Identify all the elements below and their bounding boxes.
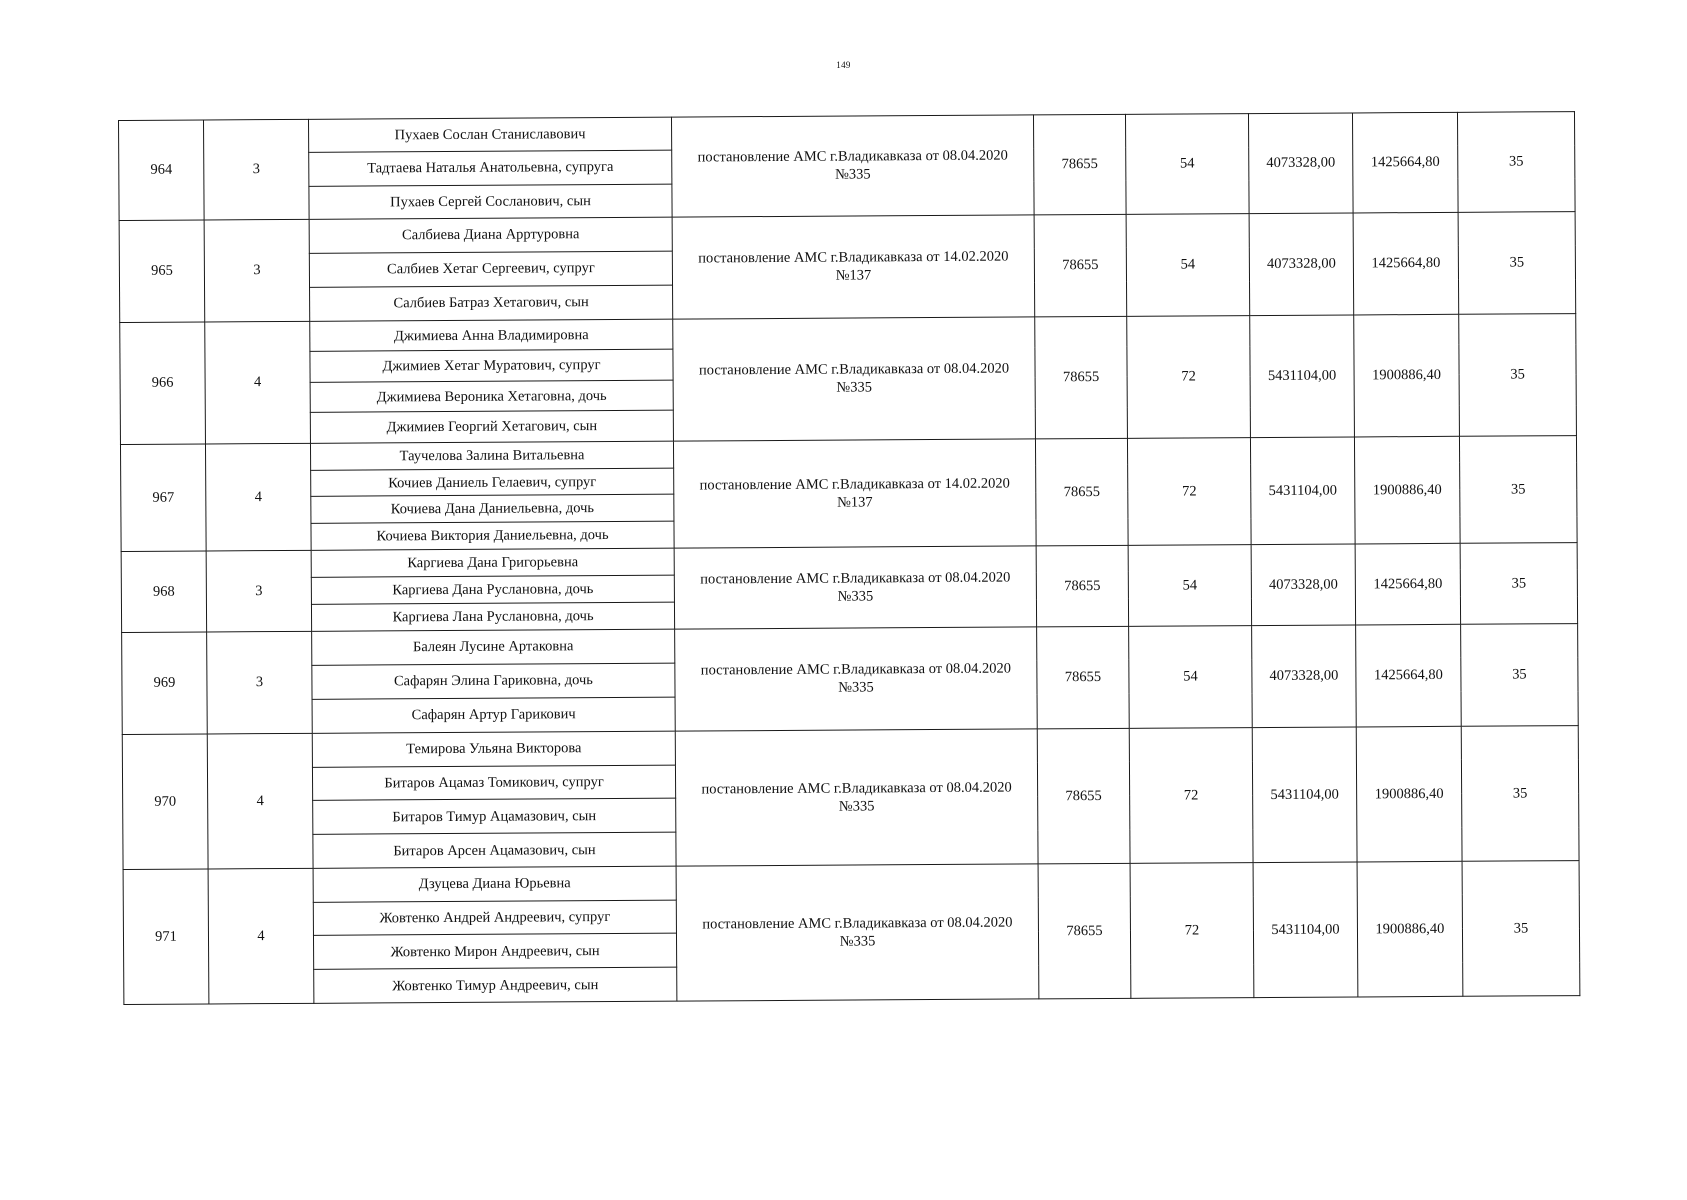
family-size: 3 <box>206 550 311 632</box>
subsidy-percent: 35 <box>1462 861 1580 997</box>
area: 54 <box>1129 626 1253 729</box>
family-member: Каргиева Дана Григорьевна <box>311 548 674 577</box>
table-row <box>119 112 1575 154</box>
family-size: 4 <box>208 868 314 1004</box>
subsidy-percent: 35 <box>1459 314 1577 437</box>
family-member: Салбиев Хетаг Сергеевич, супруг <box>309 251 672 287</box>
total-amount: 5431104,00 <box>1253 862 1358 998</box>
family-member: Жовтенко Андрей Андреевич, супруг <box>313 900 676 936</box>
family-member: Битаров Тимур Ацамазович, сын <box>313 799 676 835</box>
family-member: Кочиева Дана Даниельевна, дочь <box>311 495 674 524</box>
subsidy-percent: 35 <box>1461 726 1579 862</box>
area: 72 <box>1129 728 1253 864</box>
page-number: 149 <box>836 60 851 70</box>
family-member: Каргиева Дана Руслановна, дочь <box>311 575 674 604</box>
price-per-sqm: 78655 <box>1037 728 1130 864</box>
total-amount: 4073328,00 <box>1252 625 1357 728</box>
family-member: Джимиев Георгий Хетагович, сын <box>310 411 673 444</box>
record-number: 964 <box>119 120 205 221</box>
family-size: 3 <box>204 119 310 220</box>
family-size: 3 <box>207 631 313 734</box>
family-size: 4 <box>207 733 313 869</box>
area: 54 <box>1126 214 1250 317</box>
family-member: Пухаев Сослан Станиславович <box>308 117 671 153</box>
subsidy-percent: 35 <box>1459 436 1577 544</box>
total-amount: 4073328,00 <box>1249 213 1354 316</box>
total-amount: 5431104,00 <box>1252 727 1357 863</box>
subsidy-percent: 35 <box>1460 543 1577 625</box>
family-member: Темирова Ульяна Викторова <box>312 731 675 767</box>
record-number: 970 <box>122 734 208 870</box>
document-reference: постановление АМС г.Владикавказа от 08.04.2020 №335 <box>675 627 1038 731</box>
subsidy-percent: 35 <box>1461 624 1579 727</box>
subsidy-amount: 1425664,80 <box>1355 543 1460 625</box>
family-member: Битаров Арсен Ацамазович, сын <box>313 832 676 868</box>
family-member: Жовтенко Тимур Андреевич, сын <box>314 967 677 1003</box>
document-reference: постановление АМС г.Владикавказа от 08.04.2020 №335 <box>676 864 1039 1001</box>
total-amount: 5431104,00 <box>1250 437 1355 545</box>
price-per-sqm: 78655 <box>1036 545 1128 627</box>
family-member: Жовтенко Мирон Андреевич, сын <box>313 934 676 970</box>
subsidy-amount: 1900886,40 <box>1354 314 1460 437</box>
area: 54 <box>1128 545 1251 627</box>
area: 72 <box>1127 316 1251 439</box>
family-member: Каргиева Лана Руслановна, дочь <box>311 602 674 631</box>
total-amount: 5431104,00 <box>1250 315 1355 438</box>
subsidy-amount: 1900886,40 <box>1356 726 1462 862</box>
total-amount: 4073328,00 <box>1248 113 1353 214</box>
family-member: Битаров Ацамаз Томикович, супруг <box>312 765 675 801</box>
family-member: Кочиев Даниель Гелаевич, супруг <box>311 468 674 497</box>
price-per-sqm: 78655 <box>1033 114 1126 215</box>
record-number: 965 <box>119 220 205 323</box>
price-per-sqm: 78655 <box>1038 863 1131 999</box>
area: 72 <box>1130 863 1254 999</box>
subsidy-percent: 35 <box>1457 112 1575 213</box>
document-reference: постановление АМС г.Владикавказа от 14.02.2020 №137 <box>673 439 1036 548</box>
family-member: Салбиев Батраз Хетагович, сын <box>310 285 673 321</box>
price-per-sqm: 78655 <box>1034 214 1127 317</box>
document-reference: постановление АМС г.Владикавказа от 14.02.2020 №137 <box>672 215 1035 319</box>
subsidy-amount: 1425664,80 <box>1356 624 1462 727</box>
registry-body <box>119 112 1580 1005</box>
family-member: Джимиева Вероника Хетаговна, дочь <box>310 380 673 413</box>
family-member: Балеян Лусине Артаковна <box>312 629 675 665</box>
document-reference: постановление АМС г.Владикавказа от 08.04.2020 №335 <box>673 317 1036 441</box>
area: 54 <box>1125 114 1249 215</box>
family-size: 4 <box>205 321 311 444</box>
family-member: Салбиева Диана Арртуровна <box>309 217 672 253</box>
area: 72 <box>1127 438 1251 546</box>
price-per-sqm: 78655 <box>1035 316 1128 439</box>
family-member: Джимиев Хетаг Муратович, супруг <box>310 350 673 383</box>
record-number: 967 <box>120 444 206 552</box>
family-member: Таучелова Залина Витальевна <box>310 441 673 470</box>
document-reference: постановление АМС г.Владикавказа от 08.04.2020 №335 <box>674 546 1036 629</box>
price-per-sqm: 78655 <box>1037 626 1130 729</box>
family-member: Сафарян Элина Гариковна, дочь <box>312 663 675 699</box>
subsidy-amount: 1425664,80 <box>1352 112 1458 213</box>
subsidy-amount: 1425664,80 <box>1353 212 1459 315</box>
subsidy-percent: 35 <box>1458 212 1576 315</box>
registry-table <box>118 111 1580 1005</box>
record-number: 969 <box>122 632 208 735</box>
total-amount: 4073328,00 <box>1251 544 1355 626</box>
document-reference: постановление АМС г.Владикавказа от 08.04.2020 №335 <box>671 115 1034 217</box>
family-member: Пухаев Сергей Сосланович, сын <box>309 184 672 220</box>
record-number: 971 <box>123 869 209 1005</box>
family-size: 3 <box>204 219 310 322</box>
record-number: 966 <box>120 322 206 445</box>
subsidy-amount: 1900886,40 <box>1354 436 1460 544</box>
family-size: 4 <box>205 443 311 551</box>
family-member: Тадтаева Наталья Анатольевна, супруга <box>309 150 672 186</box>
family-member: Кочиева Виктория Даниельевна, дочь <box>311 521 674 550</box>
family-member: Дзуцева Диана Юрьевна <box>313 866 676 902</box>
family-member: Джимиева Анна Владимировна <box>310 319 673 352</box>
subsidy-amount: 1900886,40 <box>1357 861 1463 997</box>
document-reference: постановление АМС г.Владикавказа от 08.04.2020 №335 <box>675 729 1038 866</box>
price-per-sqm: 78655 <box>1035 438 1128 546</box>
record-number: 968 <box>121 551 206 633</box>
family-member: Сафарян Артур Гарикович <box>312 697 675 733</box>
